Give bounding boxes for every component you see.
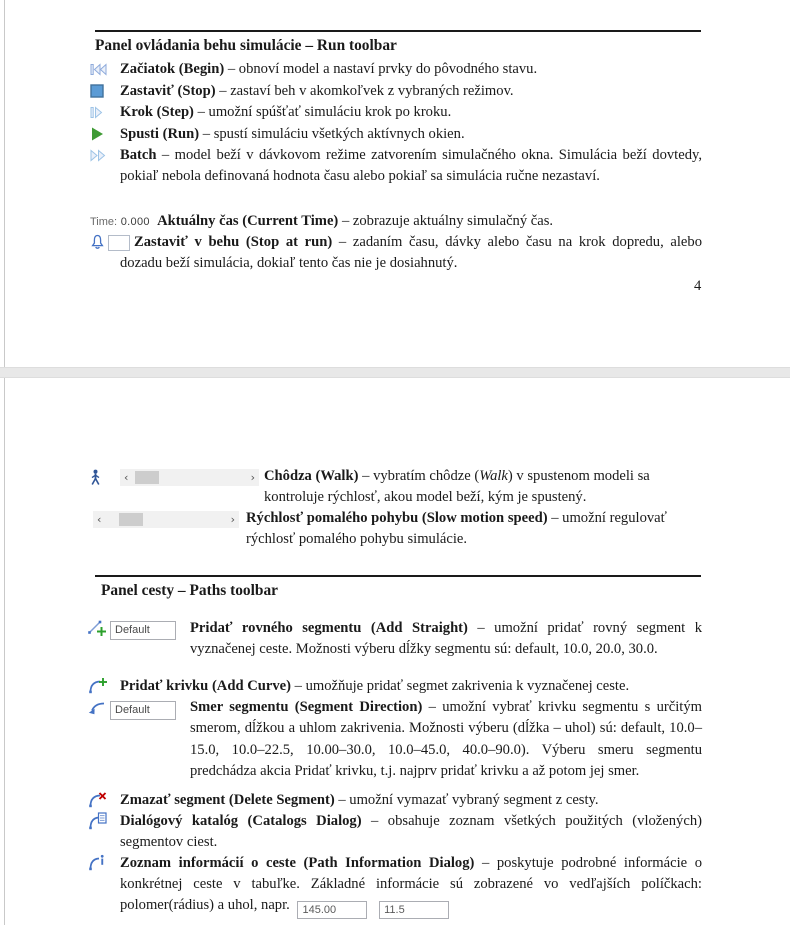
straight-length-dropdown[interactable]: Default (110, 621, 176, 640)
page-number: 4 (694, 278, 702, 294)
item-desc: – obsahuje zoznam všetkých použitých (vložených) segmentov ciest. (120, 812, 702, 850)
run-item-current-time (90, 211, 702, 233)
path-information-icon (88, 854, 107, 876)
item-desc: – poskytuje podrobné informácie o konkrétnej ceste v tabuľke. Základné informácie sú zobrazené vo vedľajších políčkach: polomer(rádius) a uhol, napr. (120, 854, 702, 914)
step-icon (90, 105, 104, 125)
run-item-stop (120, 81, 702, 102)
path-item-add-straight (190, 618, 702, 661)
page-4 (0, 0, 790, 367)
item-term: Aktuálny čas (Current Time) (157, 212, 339, 229)
heading-rule (95, 30, 701, 32)
slider-right-arrow[interactable]: › (230, 513, 235, 526)
slider-left-arrow[interactable]: ‹ (97, 513, 102, 526)
run-toolbar-heading: Panel ovládania behu simulácie – Run toolbar (95, 37, 397, 54)
item-term: Dialógový katalóg (Catalogs Dialog) (120, 812, 362, 829)
run-item-begin (120, 59, 702, 80)
item-desc: – umožní spúšťať simuláciu krok po kroku. (197, 104, 452, 120)
item-term: Zmazať segment (Delete Segment) (120, 791, 335, 808)
stop-icon (90, 84, 105, 104)
radius-input[interactable] (297, 901, 367, 919)
item-desc: – umožňuje pridať segmet zakrivenia k vyznačenej ceste. (294, 677, 630, 694)
item-desc: – umožní pridať rovný segment k vyznačenej ceste. Možnosti výberu dĺžky segmentu sú: default, 10.0, 20.0, 30.0. (190, 620, 702, 658)
paths-toolbar-heading: Panel cesty – Paths toolbar (101, 582, 278, 599)
path-item-segment-direction (190, 697, 702, 783)
segment-direction-dropdown[interactable]: Default (110, 701, 176, 720)
item-desc: – spustí simuláciu všetkých aktívnych okien. (202, 125, 465, 142)
item-desc: – obnoví model a nastaví prvky do pôvodného stavu. (227, 61, 538, 77)
item-term: Pridať krivku (Add Curve) (120, 677, 291, 694)
run-item-batch (120, 145, 702, 188)
path-item-add-curve (120, 676, 702, 697)
path-item-delete-segment (120, 790, 702, 811)
run-icon (90, 126, 105, 147)
catalogs-dialog-icon (88, 812, 108, 835)
slow-motion-item (246, 508, 698, 551)
item-desc: – model beží v dávkovom režime zatvorením simulačného okna. Simulácia beží dovtedy, pokiaľ nebola definovaná hodnota času alebo pokiaľ sa simulácia ručne nezastaví. (120, 147, 702, 185)
item-term: Zastaviť (Stop) (120, 82, 216, 99)
slider-thumb[interactable] (119, 513, 143, 526)
item-term: Spusti (Run) (120, 125, 200, 142)
item-desc: – vybratím chôdze (Walk) v spustenom modeli sa kontroluje rýchlosť, akou model beží, kým je spustený. (264, 468, 650, 506)
slider-right-arrow[interactable]: › (250, 471, 255, 484)
item-desc: – zobrazuje aktuálny simulačný čas. (341, 212, 554, 229)
delete-segment-icon (88, 791, 108, 813)
walk-speed-slider[interactable] (120, 469, 259, 486)
slider-thumb[interactable] (135, 471, 159, 484)
path-item-catalogs-dialog (120, 811, 702, 854)
item-desc: – zadaním času, dávky alebo času na krok dopredu, alebo dozadu beží simulácia, dokiaľ tento čas nie je dosiahnutý. (120, 234, 702, 272)
item-desc: – zastaví beh v akomkoľvek z vybraných režimov. (219, 82, 514, 99)
add-straight-icon (87, 619, 108, 643)
run-item-run (120, 124, 702, 145)
item-desc: – umožní vymazať vybraný segment z cesty. (338, 791, 599, 808)
heading-rule (95, 575, 701, 577)
run-item-step (120, 102, 702, 123)
add-curve-icon (88, 677, 108, 699)
slider-left-arrow[interactable]: ‹ (124, 471, 129, 484)
bell-icon (91, 234, 104, 255)
page-edge-line (4, 0, 5, 367)
item-term: Zastaviť v behu (Stop at run) (134, 234, 333, 250)
item-term: Pridať rovného segmentu (Add Straight) (190, 620, 468, 636)
item-term: Batch (120, 147, 157, 163)
item-term: Smer segmentu (Segment Direction) (190, 699, 423, 715)
batch-icon (90, 148, 107, 168)
page-5 (0, 378, 790, 925)
begin-icon (90, 62, 107, 82)
path-item-path-information (120, 853, 702, 920)
item-term: Chôdza (Walk) (264, 468, 359, 484)
page-edge-line (4, 378, 5, 925)
item-desc: – umožní vybrať krivku segmentu s určitým smerom, dĺžkou a uhlom zakrivenia. Možnosti výberu (dĺžka – uhol) sú: default, 10.0–15.0, 10.0–22.5, 10.00–30.0, 10.0–45.0, 40.0–90.0). Výberu smeru segmentu predchádza akcia Pridať krivku, t.j. najprv pridať krivku a až potom jej smer. (190, 699, 702, 780)
walk-person-icon (89, 469, 102, 492)
page-gap (0, 367, 790, 378)
slow-motion-slider[interactable] (93, 511, 239, 528)
time-field-value: 0.000 (120, 215, 150, 228)
item-term: Krok (Step) (120, 104, 194, 120)
walk-item (264, 466, 706, 509)
run-item-stop-at-run (120, 232, 702, 275)
angle-input[interactable] (379, 901, 449, 919)
item-desc: – umožní regulovať rýchlosť pomalého pohybu simulácie. (246, 510, 667, 548)
item-term: Začiatok (Begin) (120, 61, 225, 77)
item-term: Rýchlosť pomalého pohybu (Slow motion speed) (246, 510, 548, 526)
walk-italic: Walk (479, 468, 508, 484)
item-term: Zoznam informácií o ceste (Path Information Dialog) (120, 854, 475, 871)
segment-direction-icon (88, 700, 107, 720)
time-field-label: Time: (90, 215, 118, 228)
